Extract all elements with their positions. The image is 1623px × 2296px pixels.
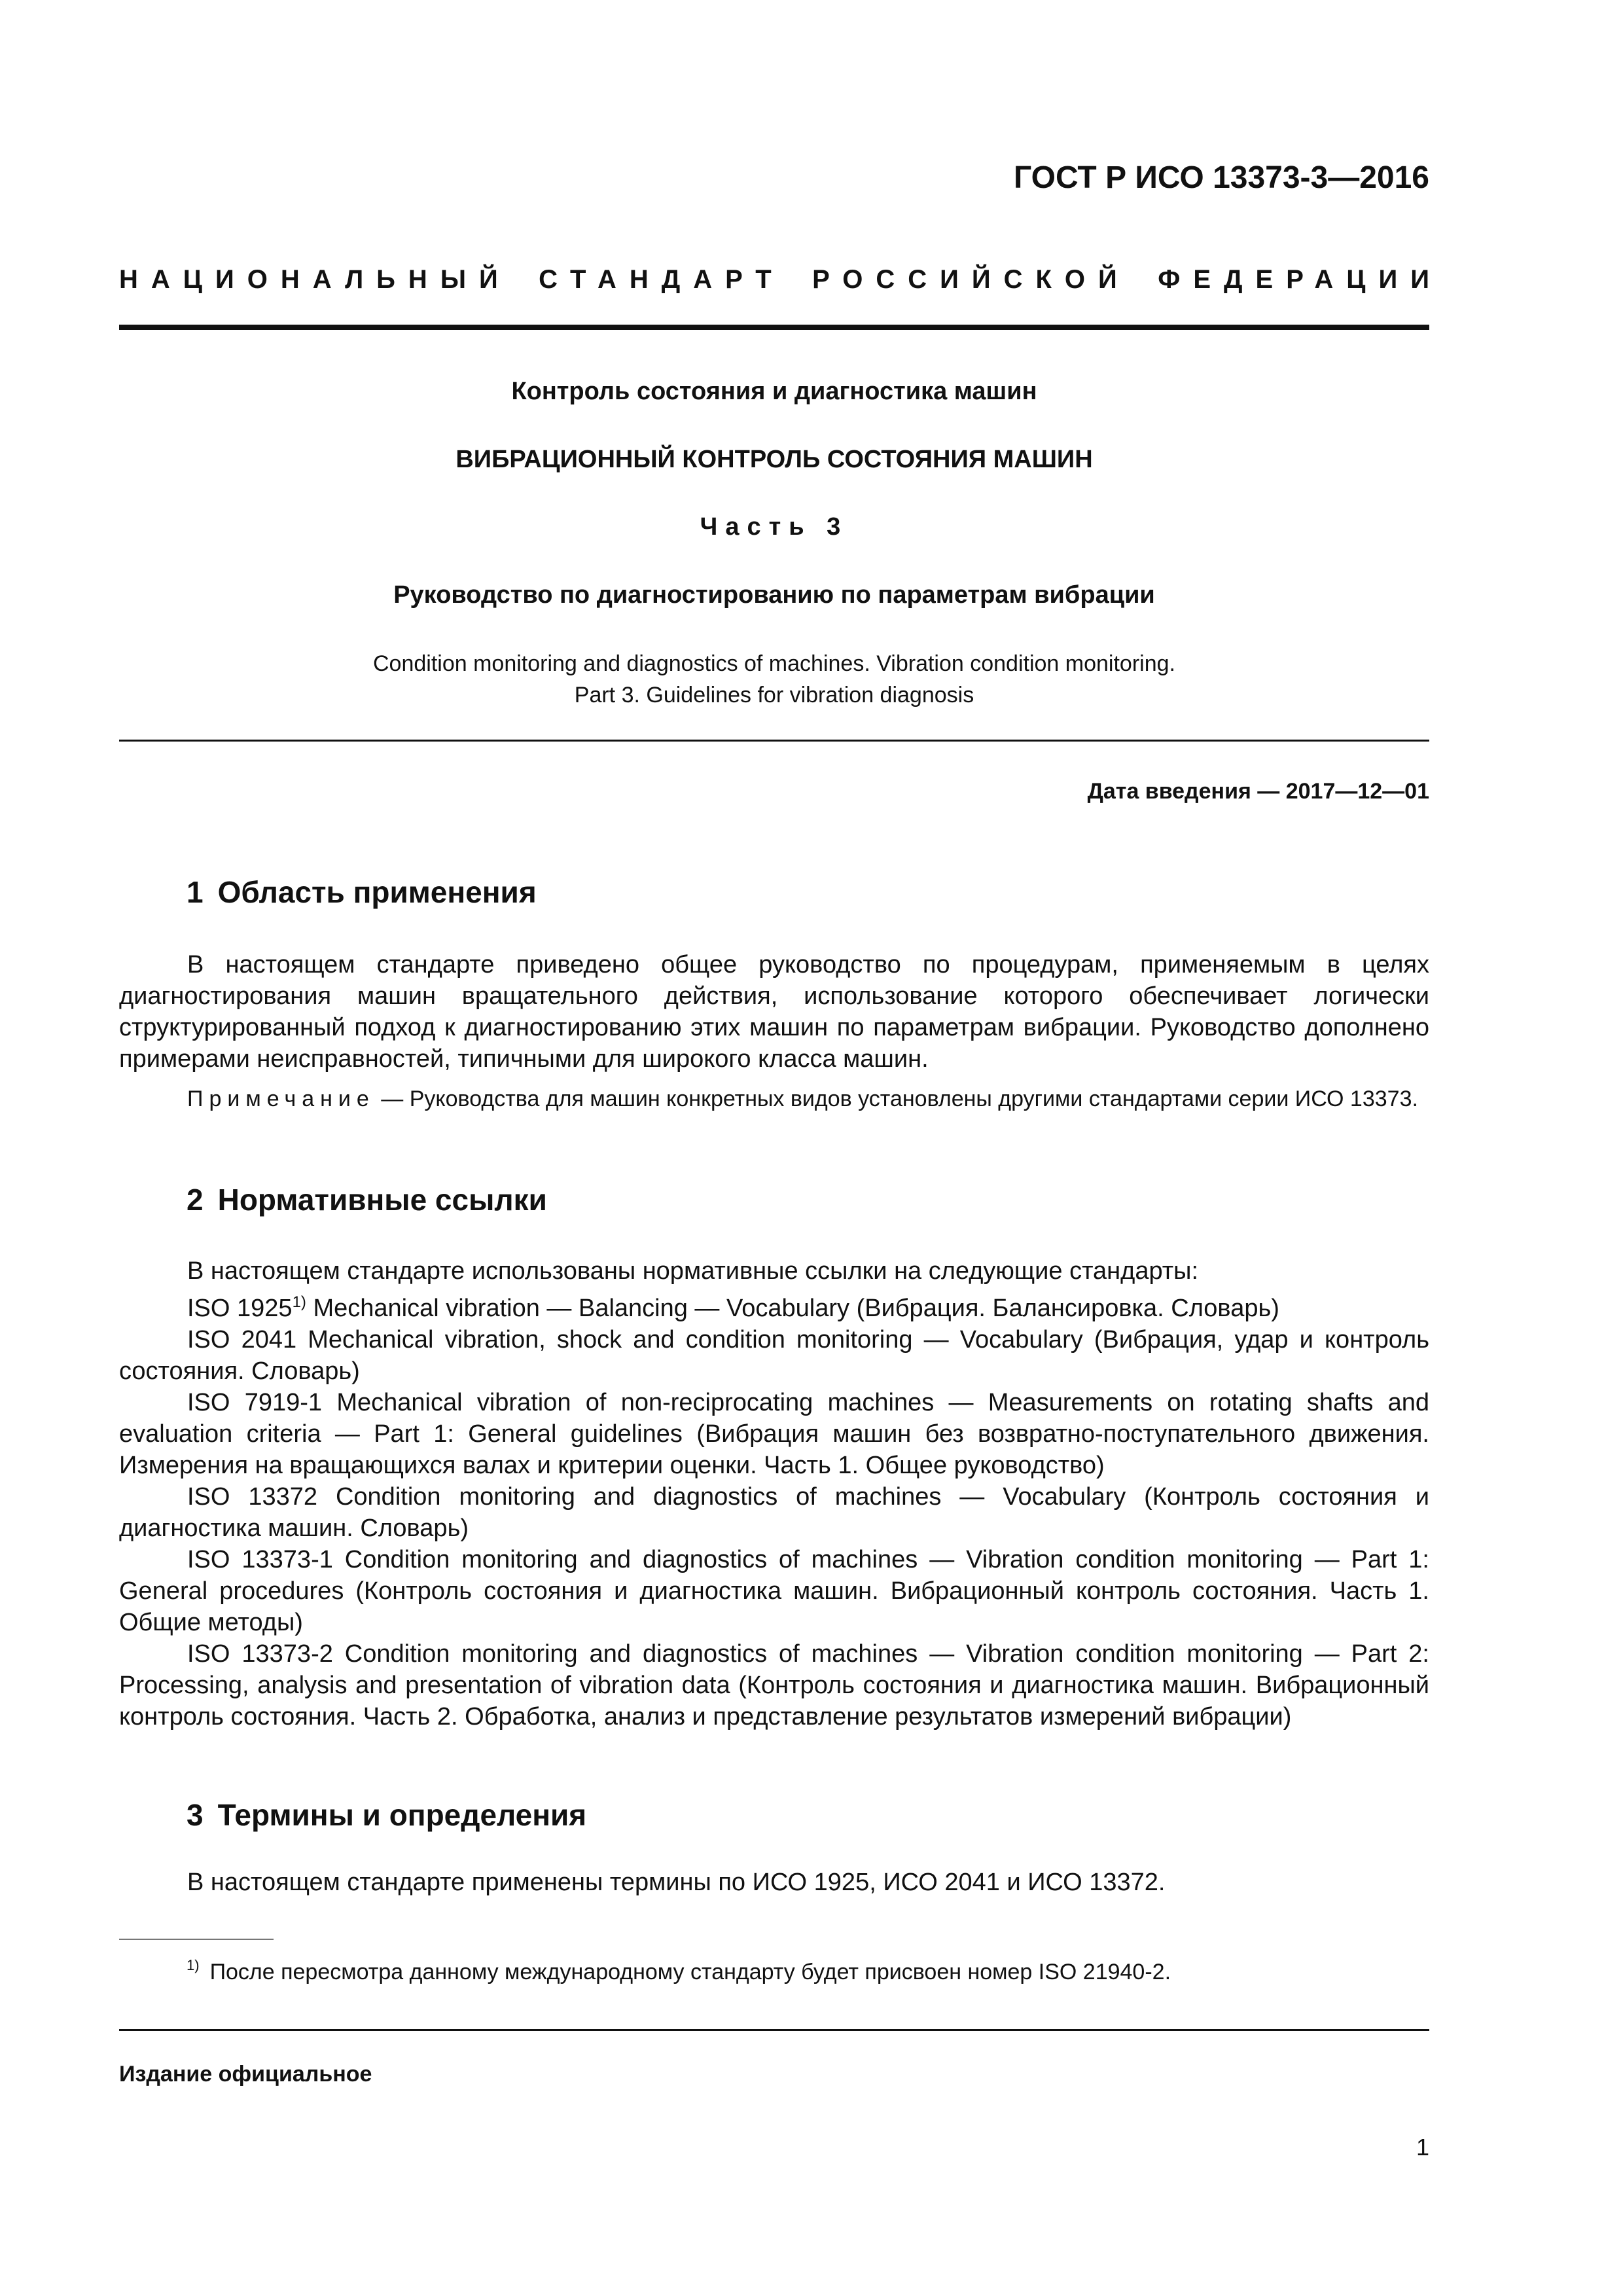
english-title-line-1: Condition monitoring and diagnostics of machines. Vibration condition monitoring.	[373, 651, 1175, 676]
reference-iso-13373-2: ISO 13373-2 Condition monitoring and diagnostics of machines — Vibration condition monitoring — Part 2: Processing, analysis and presentation of vibration data (Контроль состояния и диагностика машин. Вибрационный контроль состояния. Часть 2. Обработка, анализ и представление результатов измерений вибрации)	[119, 1640, 1429, 1731]
reference-iso-7919-1: ISO 7919-1 Mechanical vibration of non-reciprocating machines — Measurements on rotating shafts and evaluation criteria — Part 1: General guidelines (Вибрация машин без возвратно-поступательного движения. Измерения на вращающихся валах и критерии оценки. Часть 1. Общее руководство)	[119, 1389, 1429, 1479]
footnote-marker: 1)	[292, 1293, 306, 1311]
section-3-number: 3	[187, 1798, 204, 1832]
footnote-mark: 1)	[187, 1957, 200, 1973]
references-intro: В настоящем стандарте использованы нормативные ссылки на следующие стандарты:	[187, 1257, 1199, 1285]
header-divider	[119, 325, 1429, 330]
footnote-divider	[119, 1939, 274, 1940]
footnote-text: После пересмотра данному международному стандарту будет присвоен номер ISO 21940-2.	[209, 1960, 1171, 1984]
section-2-body	[119, 1255, 1429, 1732]
part-label: Часть 3	[700, 513, 849, 541]
section-2-number: 2	[187, 1183, 204, 1217]
title-divider	[119, 740, 1429, 742]
reference-iso-2041: ISO 2041 Mechanical vibration, shock and condition monitoring — Vocabulary (Вибрация, удар и контроль состояния. Словарь)	[119, 1326, 1429, 1385]
national-title-word-4: ФЕДЕРАЦИИ	[1158, 265, 1442, 294]
note-text: — Руководства для машин конкретных видов установлены другими стандартами серии ИСО 13373.	[374, 1086, 1418, 1111]
national-title-word-1: НАЦИОНАЛЬНЫЙ	[119, 265, 511, 294]
note-label: Примечание	[187, 1086, 375, 1111]
section-1-heading	[187, 874, 537, 910]
intro-date: Дата введения — 2017—12—01	[1087, 779, 1429, 804]
section-1-number: 1	[187, 875, 204, 909]
national-title-word-2: СТАНДАРТ	[539, 265, 785, 294]
section-3-title: Термины и определения	[217, 1798, 587, 1832]
document-title-upper: ВИБРАЦИОННЫЙ КОНТРОЛЬ СОСТОЯНИЯ МАШИН	[455, 446, 1093, 473]
footer-divider	[119, 2029, 1429, 2031]
page-number: 1	[1416, 2134, 1429, 2161]
reference-iso-1925	[119, 1287, 1429, 1324]
national-title-word-3: РОССИЙСКОЙ	[812, 265, 1130, 294]
standard-code: ГОСТ Р ИСО 13373-3—2016	[1014, 160, 1429, 195]
document-subtitle: Руководство по диагностированию по параметрам вибрации	[393, 581, 1155, 609]
english-title	[119, 648, 1429, 711]
document-title: Контроль состояния и диагностика машин	[511, 378, 1037, 405]
reference-iso-1925-text: Mechanical vibration — Balancing — Vocabulary (Вибрация. Балансировка. Словарь)	[306, 1295, 1279, 1322]
section-1-paragraph: В настоящем стандарте приведено общее руководство по процедурам, применяемым в целях диагностирования машин вращательного действия, использование которого обеспечивает логически структурированный подход к диагностированию этих машин по параметрам вибрации. Руководство дополнено примерами неисправностей, типичными для широкого класса машин.	[119, 951, 1429, 1073]
section-3-paragraph: В настоящем стандарте применены термины по ИСО 1925, ИСО 2041 и ИСО 13372.	[187, 1869, 1166, 1896]
section-2-title: Нормативные ссылки	[217, 1183, 547, 1217]
section-2-heading	[187, 1182, 547, 1217]
section-3-heading	[187, 1797, 586, 1833]
english-title-line-2: Part 3. Guidelines for vibration diagnosis	[574, 683, 974, 708]
section-1-body	[119, 949, 1429, 1114]
reference-iso-13372: ISO 13372 Condition monitoring and diagnostics of machines — Vocabulary (Контроль состояния и диагностика машин. Словарь)	[119, 1483, 1429, 1542]
national-standard-title	[119, 265, 1442, 295]
reference-iso-13373-1: ISO 13373-1 Condition monitoring and diagnostics of machines — Vibration condition monitoring — Part 1: General procedures (Контроль состояния и диагностика машин. Вибрационный контроль состояния. Часть 1. Общие методы)	[119, 1546, 1429, 1636]
edition-label: Издание официальное	[119, 2062, 372, 2087]
section-1-note	[119, 1084, 1429, 1114]
footnote	[187, 1957, 1171, 1985]
reference-iso-1925-code: ISO 1925	[187, 1295, 293, 1322]
section-3-body	[119, 1867, 1429, 1898]
section-1-title: Область применения	[217, 875, 537, 909]
